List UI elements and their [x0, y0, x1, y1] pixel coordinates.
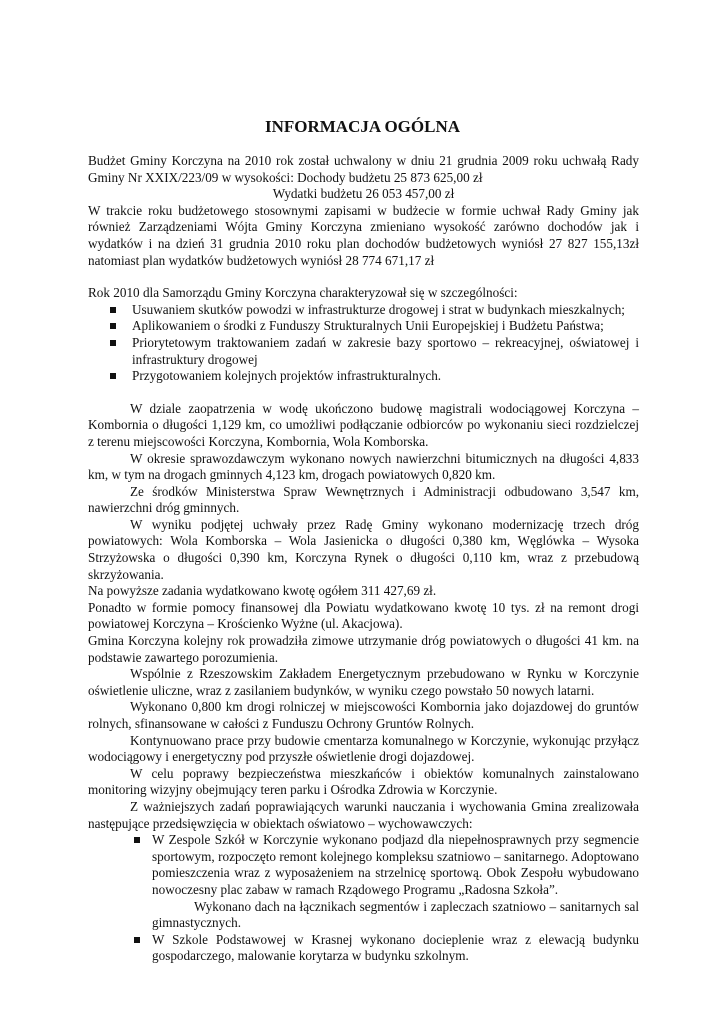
characteristics-list: [88, 302, 639, 385]
total-spending-line: Na powyższe zadania wydatkowano kwotę ogółem 311 427,69 zł.: [88, 583, 437, 599]
spacer: [88, 269, 639, 285]
document-body: [88, 153, 639, 965]
water-supply-paragraph: W dziale zaopatrzenia w wodę ukończono budowę magistrali wodociągowej Korczyna – Kombornia o długości 1,129 km, co umożliwi podłączanie odbiorców po wykonaniu sieci rozdzielczej z terenu miejscowości Korczyna, Kombornia, Wola Komborska.: [88, 400, 639, 449]
intro-changes-paragraph: W trakcie roku budżetowego stosownymi zapisami w budżecie w formie uchwał Rady Gminy jak również Zarządzeniami Wójta Gminy Korczyna zmieniano wysokość zarówno dochodów jak i wydatków i na dzień 31 grudnia 2010 roku plan dochodów budżetowych wyniósł 27 827 155,13zł natomiast plan wydatków budżetowych wyniósł 28 774 671,17 zł: [88, 202, 639, 268]
square-bullet-icon: [110, 340, 116, 346]
agricultural-road-paragraph: Wykonano 0,800 km drogi rolniczej w miejscowości Kombornia jako dojazdowej do gruntów rolnych, sfinansowane w całości z Funduszu Ochrony Gruntów Rolnych.: [88, 699, 639, 731]
list-item: [152, 832, 639, 932]
cemetery-paragraph: Kontynuowano prace przy budowie cmentarza komunalnego w Korczynie, wykonując przyłącz wodociągowy i energetyczny pod przyszłe oświetlenie drogi dojazdowej.: [88, 732, 639, 765]
square-bullet-icon: [134, 837, 140, 843]
list-item: [132, 335, 639, 368]
document-title: INFORMACJA OGÓLNA: [264, 117, 461, 136]
list-item-text: Usuwaniem skutków powodzi w infrastrukturze drogowej i strat w budynkach mieszkalnych;: [132, 301, 625, 317]
square-bullet-icon: [110, 373, 116, 379]
education-list: [88, 832, 639, 965]
county-aid-paragraph: Ponadto w formie pomocy finansowej dla Powiatu wydatkowano kwotę 10 tys. zł na remont drogi powiatowej Korczyna – Krościenko Wyżne (ul. Akacjowa).: [88, 599, 639, 632]
square-bullet-icon: [110, 307, 116, 313]
intro-budget-paragraph: Budżet Gminy Korczyna na 2010 rok został uchwalony w dniu 21 grudnia 2009 roku uchwałą Rady Gminy Nr XXIX/223/09 w wysokości: Dochody budżetu 25 873 625,00 zł: [88, 153, 639, 185]
street-lighting-paragraph: Wspólnie z Rzeszowskim Zakładem Energetycznym przebudowano w Rynku w Korczynie oświetlenie uliczne, wraz z zasilaniem budynków, w wyniku czego powstało 50 nowych latarni.: [88, 666, 639, 698]
characteristics-lead: Rok 2010 dla Samorządu Gminy Korczyna charakteryzował się w szczególności:: [88, 285, 518, 301]
spacer: [88, 385, 639, 401]
list-item-text: Aplikowaniem o środki z Funduszy Strukturalnych Unii Europejskiej i Budżetu Państwa;: [132, 318, 604, 334]
list-item-text: W Szkole Podstawowej w Krasnej wykonano docieplenie wraz z elewacją budynku gospodarczego, malowanie korytarza w budynku szkolnym.: [152, 931, 639, 964]
education-lead-paragraph: Z ważniejszych zadań poprawiających warunki nauczania i wychowania Gmina zrealizowała następujące przedsięwzięcia w obiektach oświatowo – wychowawczych:: [88, 798, 639, 831]
list-item: [132, 368, 639, 385]
road-surfaces-paragraph: W okresie sprawozdawczym wykonano nowych nawierzchni bitumicznych na długości 4,833 km, w tym na drogach gminnych 4,123 km, drogach powiatowych 0,820 km.: [88, 450, 639, 483]
list-item-text: Priorytetowym traktowaniem zadań w zakresie bazy sportowo – rekreacyjnej, oświatowej i infrastruktury drogowej: [132, 334, 639, 367]
list-item: [152, 932, 639, 965]
list-item: [132, 302, 639, 319]
ministry-funds-paragraph: Ze środków Ministerstwa Spraw Wewnętrznych i Administracji odbudowano 3,547 km, nawierzchni dróg gminnych.: [88, 483, 639, 516]
intro-expenditure-line: Wydatki budżetu 26 053 457,00 zł: [272, 186, 455, 202]
winter-maintenance-paragraph: Gmina Korczyna kolejny rok prowadziła zimowe utrzymanie dróg powiatowych o długości 41 km. na podstawie zawartego porozumienia.: [88, 633, 639, 665]
square-bullet-icon: [110, 323, 116, 329]
county-roads-paragraph: W wyniku podjętej uchwały przez Radę Gminy wykonano modernizację trzech dróg powiatowych: Wola Komborska – Wola Jasienicka o długości 0,380 km, Węglówka – Wysoka Strzyżowska o długości 0,390 km, Korczyna Rynek o długości 0,110 km, wraz z przebudową skrzyżowania.: [88, 516, 639, 582]
monitoring-paragraph: W celu poprawy bezpieczeństwa mieszkańców i obiektów komunalnych zainstalowano monitoring wizyjny obejmujący teren parku i Ośrodka Zdrowia w Korczynie.: [88, 765, 639, 798]
list-item: [132, 318, 639, 335]
list-item-text: W Zespole Szkół w Korczynie wykonano podjazd dla niepełnosprawnych przy segmencie sportowym, rozpoczęto remont kolejnego kompleksu szatniowo – sanitarnego. Adoptowano pomieszczenia wraz z wyposażeniem na strzelnicę sportową. Obok Zespołu wybudowano nowoczesny plac zabaw w ramach Rządowego Programu „Radosna Szkoła”.: [152, 832, 639, 897]
list-item-extra: Wykonano dach na łącznikach segmentów i zapleczach szatniowo – sanitarnych sal gimnastycznych.: [152, 898, 639, 931]
list-item-text: Przygotowaniem kolejnych projektów infrastrukturalnych.: [132, 368, 442, 384]
square-bullet-icon: [134, 937, 140, 943]
